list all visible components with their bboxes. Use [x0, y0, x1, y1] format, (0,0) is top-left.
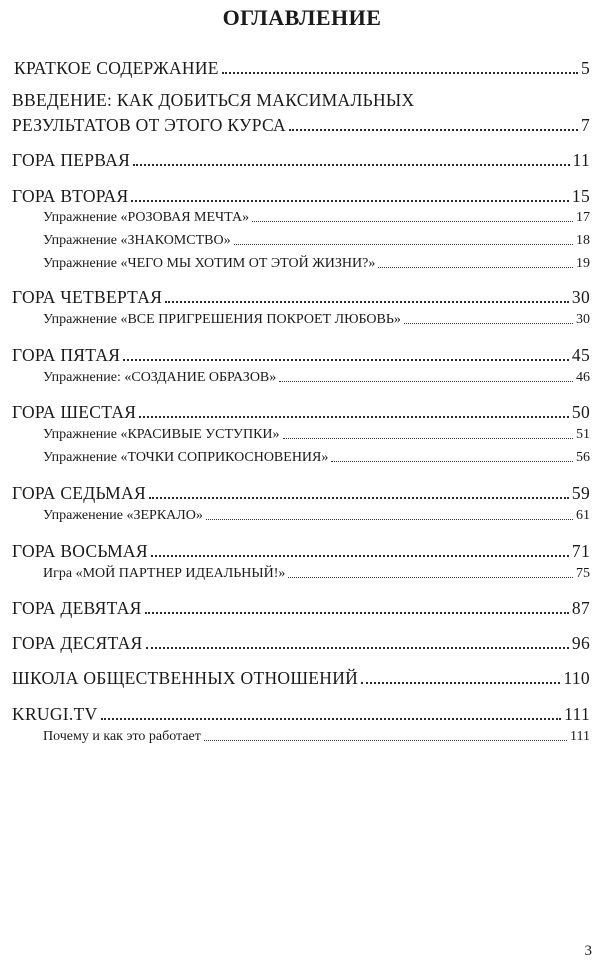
toc-entry-title: РЕЗУЛЬТАТОВ ОТ ЭТОГО КУРСА — [12, 115, 286, 135]
dot-leader — [139, 415, 569, 418]
toc-entry-page: 50 — [571, 402, 590, 422]
dot-leader — [378, 266, 573, 268]
toc-entry-mountain-5[interactable] — [12, 345, 590, 366]
toc-entry-page: 30 — [571, 287, 590, 307]
toc-subentry-page: 111 — [570, 729, 590, 744]
toc-entry-summary[interactable] — [14, 58, 590, 79]
toc-entry-page: 87 — [571, 598, 590, 618]
toc-entry-title: ГОРА ДЕСЯТАЯ — [12, 633, 143, 653]
page-number: 3 — [584, 943, 592, 959]
dot-leader — [165, 300, 569, 303]
dot-leader — [404, 322, 573, 324]
toc-subentry-title: Упражнение «ТОЧКИ СОПРИКОСНОВЕНИЯ» — [43, 450, 329, 465]
toc-entry-title: KRUGI.TV — [12, 704, 98, 724]
toc-subentry-page: 18 — [576, 233, 590, 248]
dot-leader — [131, 199, 568, 202]
dot-leader — [283, 437, 573, 439]
toc-subentry-title: Упражнение «РОЗОВАЯ МЕЧТА» — [43, 210, 250, 225]
toc-entry-mountain-4[interactable] — [12, 287, 590, 308]
toc-entry-title: ГОРА ПЯТАЯ — [12, 345, 121, 365]
toc-entry-page: 71 — [571, 541, 590, 561]
toc-subentry[interactable] — [43, 508, 590, 524]
toc-entry-page: 59 — [571, 483, 590, 503]
toc-subentry[interactable] — [43, 256, 590, 272]
dot-leader — [149, 496, 569, 499]
toc-subentry-title: Упражнение «ВСЕ ПРИГРЕШЕНИЯ ПОКРОЕТ ЛЮБОВЬ» — [43, 312, 401, 327]
toc-subentry[interactable] — [43, 729, 590, 745]
toc-entry-page: 15 — [571, 186, 590, 206]
toc-entry-school[interactable] — [12, 668, 590, 689]
dot-leader — [146, 646, 569, 649]
page-title: ОГЛАВЛЕНИЕ — [222, 5, 382, 30]
toc-entry-page: 96 — [571, 633, 590, 653]
toc-entry-title: ГОРА ЧЕТВЕРТАЯ — [12, 287, 163, 307]
toc-subentry-page: 46 — [576, 370, 590, 385]
toc-subentry-page: 30 — [576, 312, 590, 327]
toc-subentry-title: Почему и как это работает — [43, 729, 201, 744]
toc-subentry-page: 56 — [576, 450, 590, 465]
dot-leader — [331, 460, 573, 462]
dot-leader — [133, 163, 569, 166]
dot-leader — [101, 717, 562, 720]
toc-subentry-title: Упражнение «ЗНАКОМСТВО» — [43, 233, 231, 248]
toc-entry-mountain-6[interactable] — [12, 402, 590, 423]
dot-leader — [234, 243, 573, 245]
toc-entry-title: КРАТКОЕ СОДЕРЖАНИЕ — [14, 58, 219, 78]
toc-entry-intro[interactable] — [12, 115, 590, 136]
toc-subentry[interactable] — [43, 427, 590, 443]
toc-entry-page: 111 — [564, 704, 590, 724]
dot-leader — [288, 576, 573, 578]
toc-subentry[interactable] — [43, 233, 590, 249]
toc-entry-title: ГОРА ПЕРВАЯ — [12, 150, 131, 170]
toc-entry-page: 5 — [580, 58, 590, 78]
dot-leader — [123, 358, 569, 361]
toc-subentry-title: Упраженение «ЗЕРКАЛО» — [43, 508, 203, 523]
dot-leader — [289, 128, 578, 131]
dot-leader — [151, 554, 569, 557]
dot-leader — [145, 611, 569, 614]
toc-entry-title: ГОРА ВОСЬМАЯ — [12, 541, 148, 561]
toc-subentry[interactable] — [43, 210, 590, 226]
toc-subentry[interactable] — [43, 450, 590, 466]
toc-entry-title: ГОРА ШЕСТАЯ — [12, 402, 137, 422]
toc-entry-page: 110 — [563, 668, 590, 688]
toc-entry-title: ГОРА ВТОРАЯ — [12, 186, 129, 206]
toc-subentry-title: Упражнение «ЧЕГО МЫ ХОТИМ ОТ ЭТОЙ ЖИЗНИ?» — [43, 256, 376, 271]
toc-subentry[interactable] — [43, 566, 590, 582]
toc-subentry-page: 75 — [576, 566, 590, 581]
dot-leader — [206, 518, 573, 520]
toc-entry-intro-line1[interactable]: ВВЕДЕНИЕ: КАК ДОБИТЬСЯ МАКСИМАЛЬНЫХ — [12, 90, 415, 110]
toc-subentry-title: Игра «МОЙ ПАРТНЕР ИДЕАЛЬНЫЙ!» — [43, 566, 286, 581]
toc-subentry-title: Упражнение «КРАСИВЫЕ УСТУПКИ» — [43, 427, 280, 442]
toc-subentry[interactable] — [43, 312, 590, 328]
toc-entry-mountain-8[interactable] — [12, 541, 590, 562]
dot-leader — [252, 220, 573, 222]
toc-subentry-page: 61 — [576, 508, 590, 523]
toc-subentry-page: 17 — [576, 210, 590, 225]
toc-subentry[interactable] — [43, 370, 590, 386]
toc-entry-mountain-10[interactable] — [12, 633, 590, 654]
toc-entry-page: 45 — [571, 345, 590, 365]
toc-entry-title: ГОРА ДЕВЯТАЯ — [12, 598, 142, 618]
toc-entry-mountain-7[interactable] — [12, 483, 590, 504]
toc-entry-krugi[interactable] — [12, 704, 590, 725]
toc-subentry-page: 19 — [576, 256, 590, 271]
toc-entry-mountain-9[interactable] — [12, 598, 590, 619]
toc-entry-mountain-2[interactable] — [12, 186, 590, 207]
dot-leader — [361, 681, 560, 684]
dot-leader — [204, 739, 567, 741]
toc-entry-page: 7 — [580, 115, 590, 135]
toc-subentry-title: Упражнение: «СОЗДАНИЕ ОБРАЗОВ» — [43, 370, 277, 385]
toc-entry-mountain-1[interactable] — [12, 150, 590, 171]
toc-entry-title: ГОРА СЕДЬМАЯ — [12, 483, 146, 503]
toc-entry-page: 11 — [572, 150, 590, 170]
dot-leader — [222, 71, 578, 74]
dot-leader — [279, 380, 573, 382]
toc-entry-title: ШКОЛА ОБЩЕСТВЕННЫХ ОТНОШЕНИЙ — [12, 668, 359, 688]
toc-subentry-page: 51 — [576, 427, 590, 442]
